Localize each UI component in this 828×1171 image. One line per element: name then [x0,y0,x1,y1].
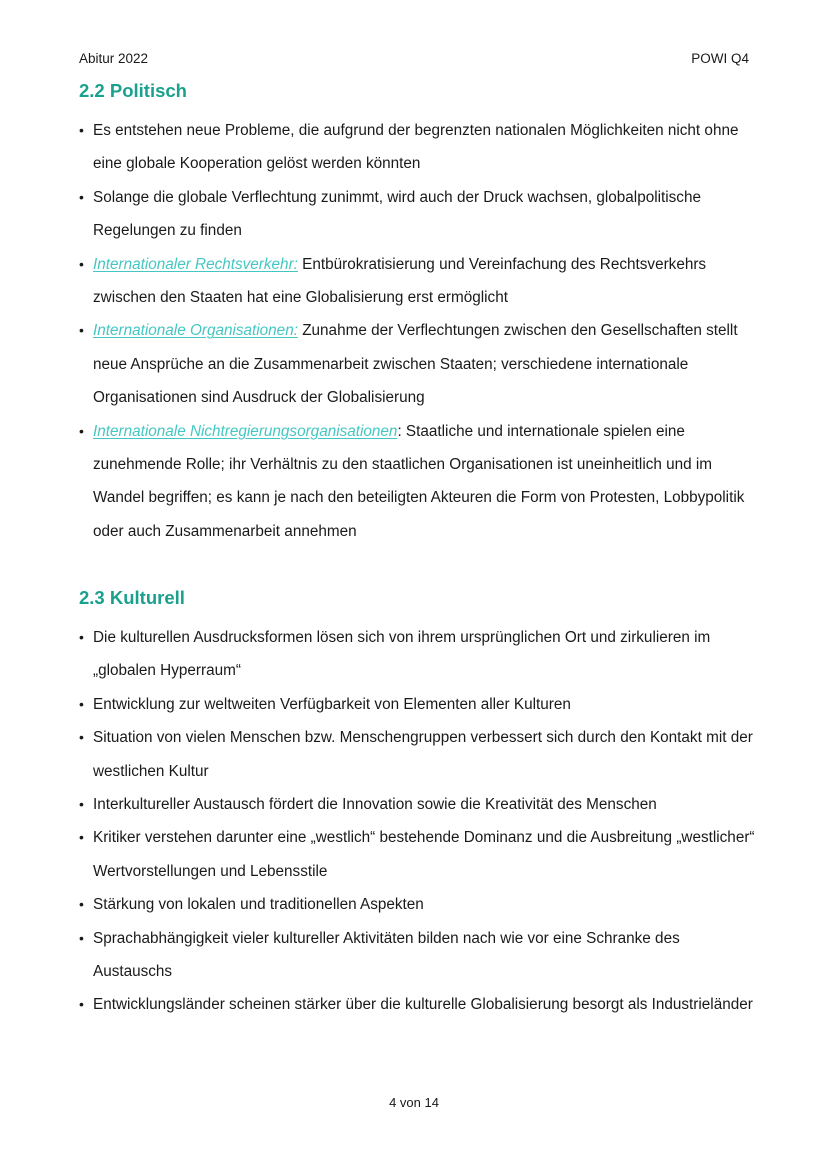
item-text: Es entstehen neue Probleme, die aufgrund der begrenzten nationalen Möglichkeiten nicht ohne eine globale Kooperation gelöst werden könnten [93,122,739,173]
item-text: Entwicklungsländer scheinen stärker über die kulturelle Globalisierung besorgt als Industrieländer [93,996,753,1014]
item-text: Situation von vielen Menschen bzw. Menschengruppen verbessert sich durch den Kontakt mit der westlichen Kultur [93,729,753,780]
bullet-icon: • [79,796,84,813]
bullet-icon: • [79,729,84,746]
list-item [79,415,759,549]
bullet-icon: • [79,929,84,946]
section-title-politisch: 2.2 Politisch [79,80,187,101]
item-text: Sprachabhängigkeit vieler kultureller Aktivitäten bilden nach wie vor eine Schranke des Austauschs [93,929,680,981]
list-item [79,888,759,921]
term-link[interactable]: Internationale Nichtregierungsorganisationen [93,422,398,440]
bullet-icon: • [79,829,84,846]
list-item [79,114,759,181]
item-text: Kritiker verstehen darunter eine „westlich“ bestehende Dominanz und die Ausbreitung „westlicher“ Wertvorstellungen und Lebensstile [93,829,755,880]
term-link[interactable]: Internationaler Rechtsverkehr: [93,255,298,273]
page-number: 4 von 14 [389,1095,439,1110]
list-item [79,248,759,315]
bullet-icon: • [79,188,84,205]
item-text: Entwicklung zur weltweiten Verfügbarkeit von Elementen aller Kulturen [93,695,571,713]
list-item [79,314,759,414]
bullet-list-kulturell [79,621,759,1022]
bullet-icon: • [79,996,84,1013]
bullet-icon: • [79,322,84,339]
list-item [79,721,759,788]
term-link[interactable]: Internationale Organisationen: [93,322,298,340]
bullet-icon: • [79,629,84,645]
bullet-icon: • [79,422,84,439]
list-item [79,988,759,1021]
bullet-icon: • [79,695,84,712]
item-text: Die kulturellen Ausdrucksformen lösen sich von ihrem ursprünglichen Ort und zirkulieren im „globalen Hyperraum“ [93,629,711,680]
bullet-icon: • [79,255,84,272]
list-item [79,922,759,989]
bullet-list-politisch [79,114,759,548]
section-title-kulturell: 2.3 Kulturell [79,587,185,608]
item-text: Entbürokratisierung und Vereinfachung des Rechtsverkehrs zwischen den Staaten hat eine Globalisierung erst ermöglicht [93,255,707,307]
list-item [79,621,759,688]
item-text: Interkultureller Austausch fördert die Innovation sowie die Kreativität des Menschen [93,796,657,814]
header-left: Abitur 2022 [79,51,149,66]
bullet-icon: • [79,896,84,913]
item-text: : Staatliche und internationale spielen eine zunehmende Rolle; ihr Verhältnis zu den staatlichen Organisationen ist uneinheitlich und im Wandel begriffen; es kann je nach den beteiligten Akteuren die Form von Protesten, Lobbypolitik oder auch Zusammenarbeit annehmen [93,422,745,540]
list-item [79,788,759,821]
item-text: Zunahme der Verflechtungen zwischen den Gesellschaften stellt neue Ansprüche an die Zusammenarbeit zwischen Staaten; verschiedene internationale Organisationen sind Ausdruck der Globalisierung [93,322,738,407]
item-text: Stärkung von lokalen und traditionellen Aspekten [93,896,424,914]
list-item [79,821,759,888]
bullet-icon: • [79,122,84,138]
list-item [79,181,759,248]
header-right: POWI Q4 [691,51,749,66]
item-text: Solange die globale Verflechtung zunimmt, wird auch der Druck wachsen, globalpolitische Regelungen zu finden [93,188,701,240]
list-item [79,688,759,721]
